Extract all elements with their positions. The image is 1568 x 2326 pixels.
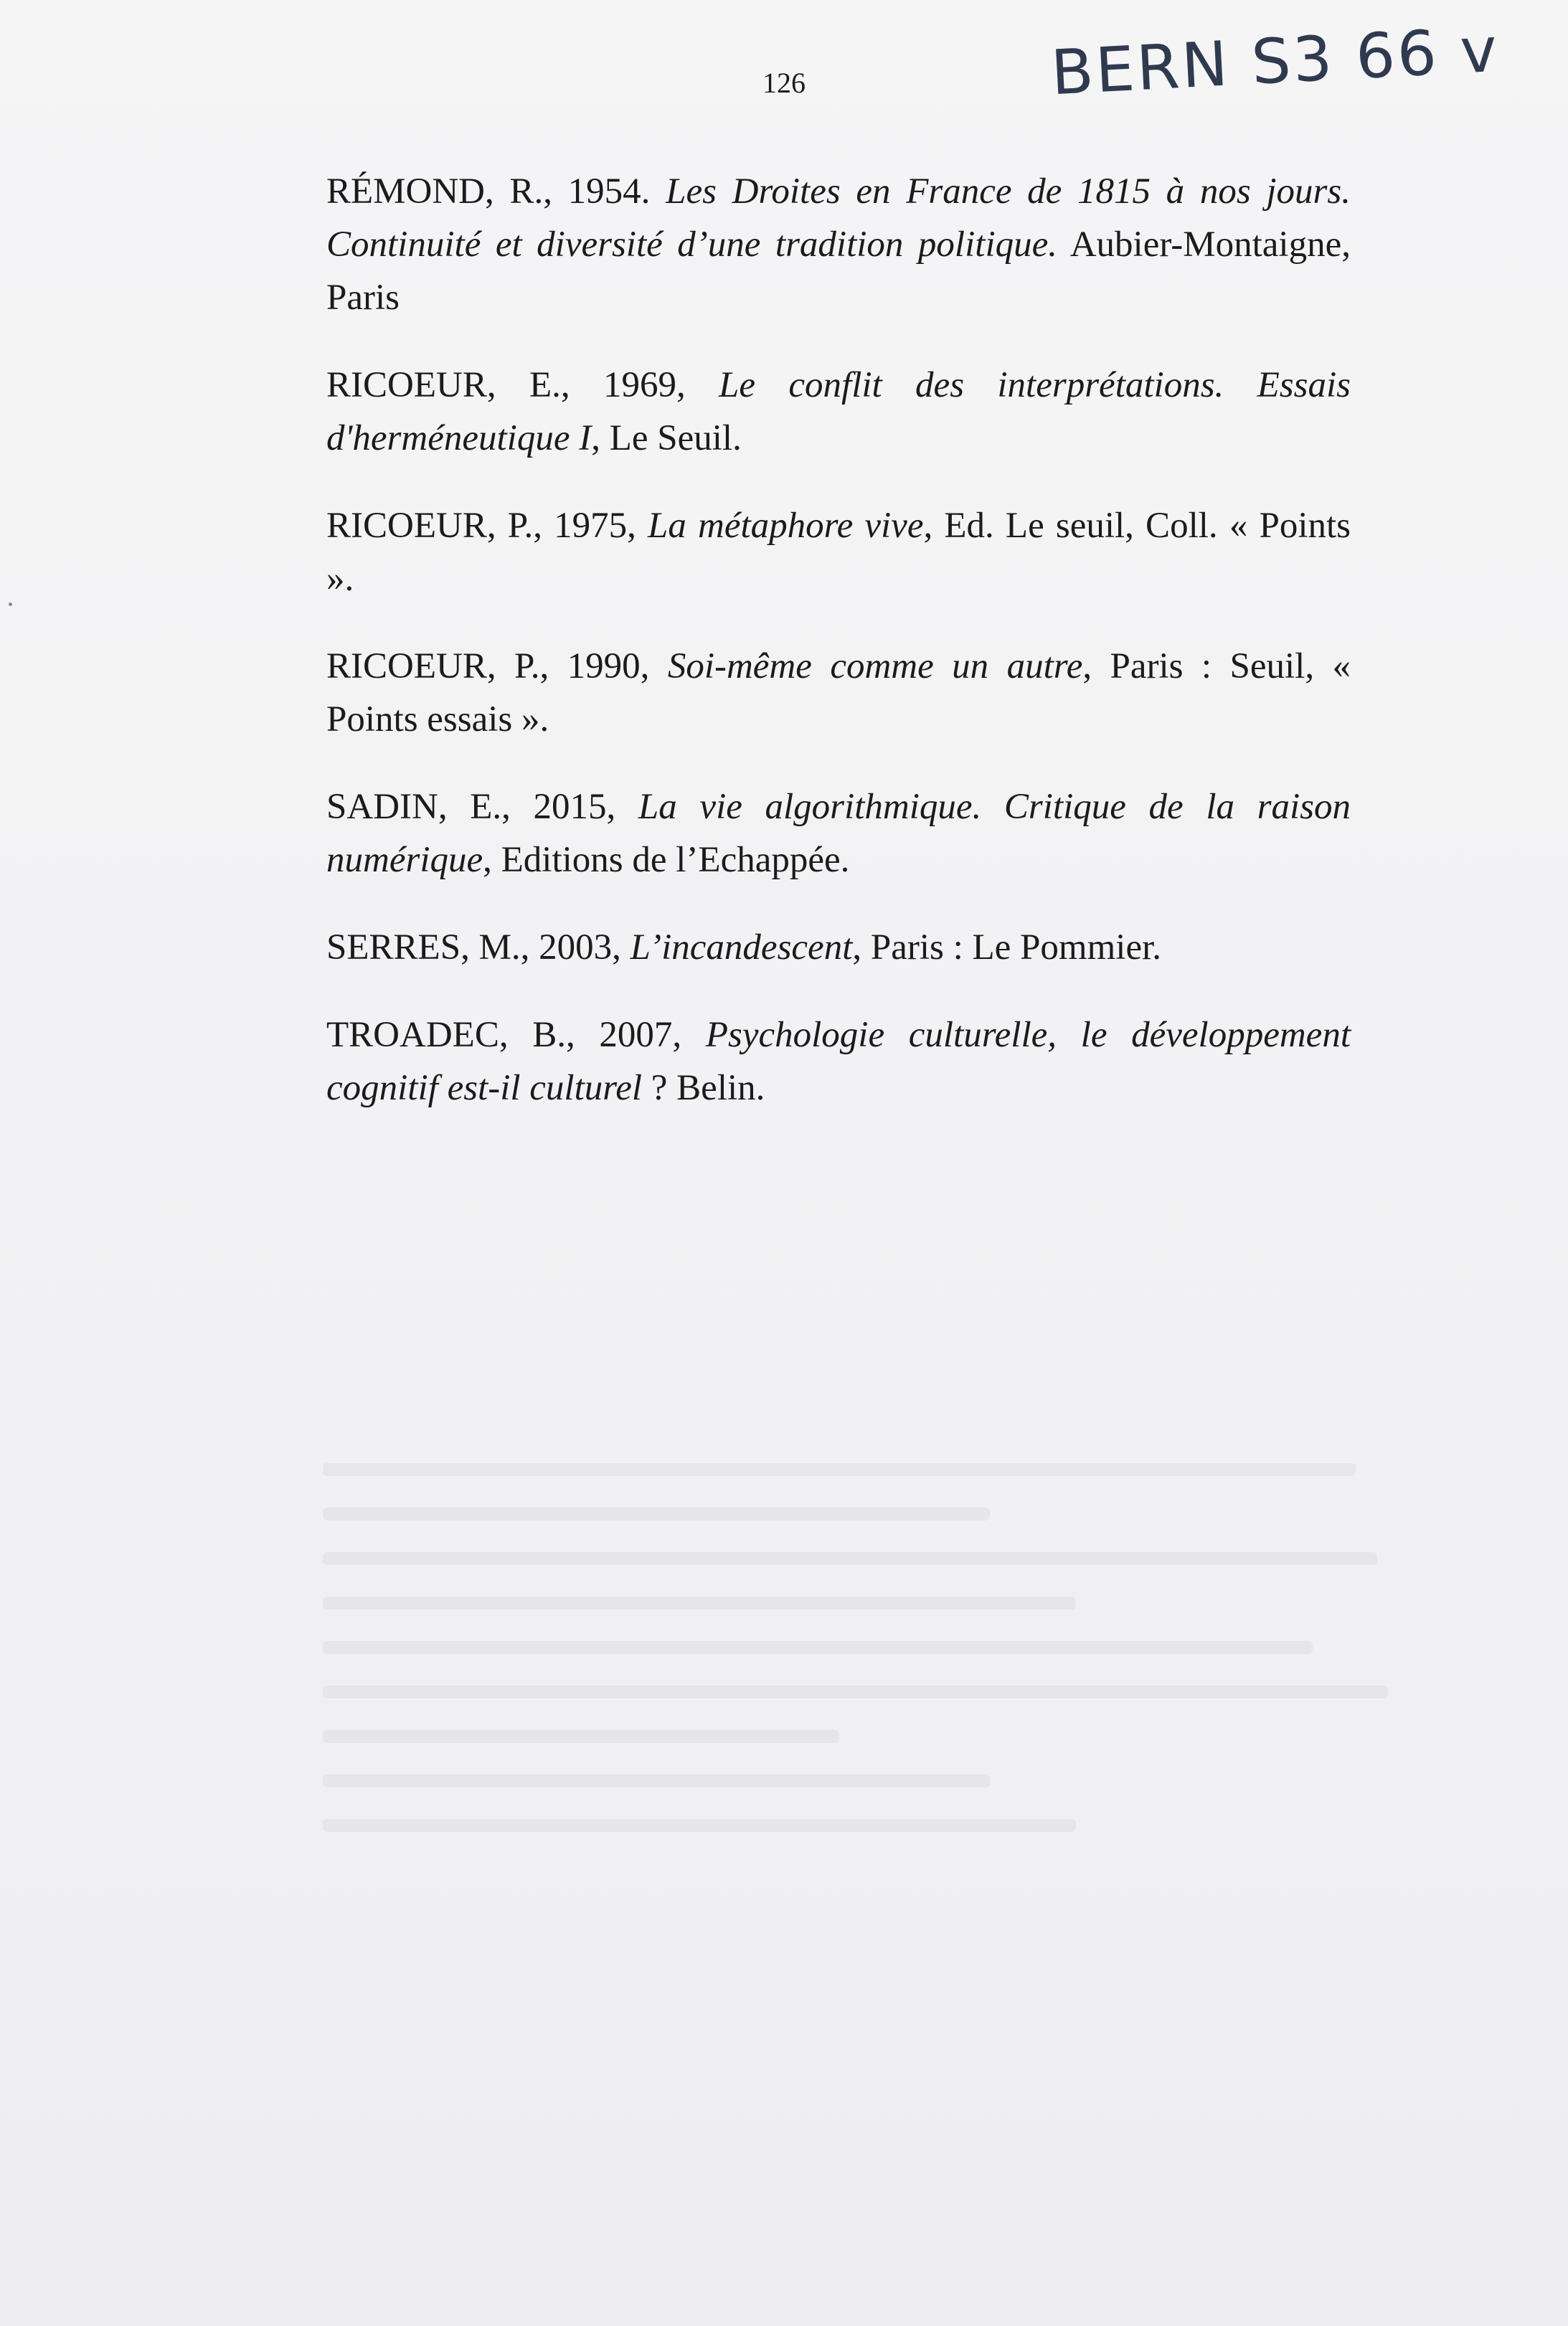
entry-text: ? Belin. <box>642 1068 765 1108</box>
handwritten-shelfmark: BERN S3 66 v <box>1049 14 1501 110</box>
entry-text: , Ed. Le seuil, Coll. « Points ». <box>326 506 1351 599</box>
entry-text: SADIN, E., 2015, <box>326 787 638 827</box>
entry-text: RICOEUR, P., 1990, <box>326 646 668 686</box>
entry-text: , Editions de l’Echappée. <box>483 840 850 880</box>
bibliography-entry <box>326 499 1351 605</box>
entry-title: La vie algorithmique. Critique de la raison numérique <box>326 787 1351 880</box>
entry-title: La métaphore vive <box>648 506 924 546</box>
entry-text: Aubier-Montaigne, Paris <box>326 224 1351 318</box>
bibliography-entry <box>326 1008 1351 1115</box>
entry-text: SERRES, M., 2003, <box>326 927 630 968</box>
entry-text: , Paris : Seuil, « Points essais ». <box>326 646 1351 739</box>
bleed-through-shadow <box>323 1463 1399 1965</box>
page-number: 126 <box>762 67 806 99</box>
entry-text: TROADEC, B., 2007, <box>326 1015 706 1055</box>
bibliography-entry <box>326 359 1351 465</box>
entry-text: , Le Seuil. <box>591 418 742 458</box>
entry-title: L’incandescent <box>630 927 853 968</box>
entry-title: Le conflit des interprétations. Essais d'herméneutique I <box>326 365 1351 458</box>
paper-speck <box>9 602 12 606</box>
entry-text: , Paris : Le Pommier. <box>852 927 1161 968</box>
entry-text: RICOEUR, P., 1975, <box>326 506 648 546</box>
entry-text: RÉMOND, R., 1954. <box>326 171 666 212</box>
entry-title: Soi-même comme un autre <box>667 646 1083 686</box>
bibliography-entry <box>326 780 1351 887</box>
entry-title: Psychologie culturelle, le développement cognitif est-il culturel <box>326 1015 1351 1108</box>
entry-text: RICOEUR, E., 1969, <box>326 365 719 405</box>
entry-title: Les Droites en France de 1815 à nos jours. Continuité et diversité d’une tradition politique. <box>326 171 1351 265</box>
bibliography-list <box>326 165 1351 1149</box>
bibliography-entry <box>326 165 1351 324</box>
bibliography-entry <box>326 921 1351 974</box>
bibliography-entry <box>326 640 1351 746</box>
